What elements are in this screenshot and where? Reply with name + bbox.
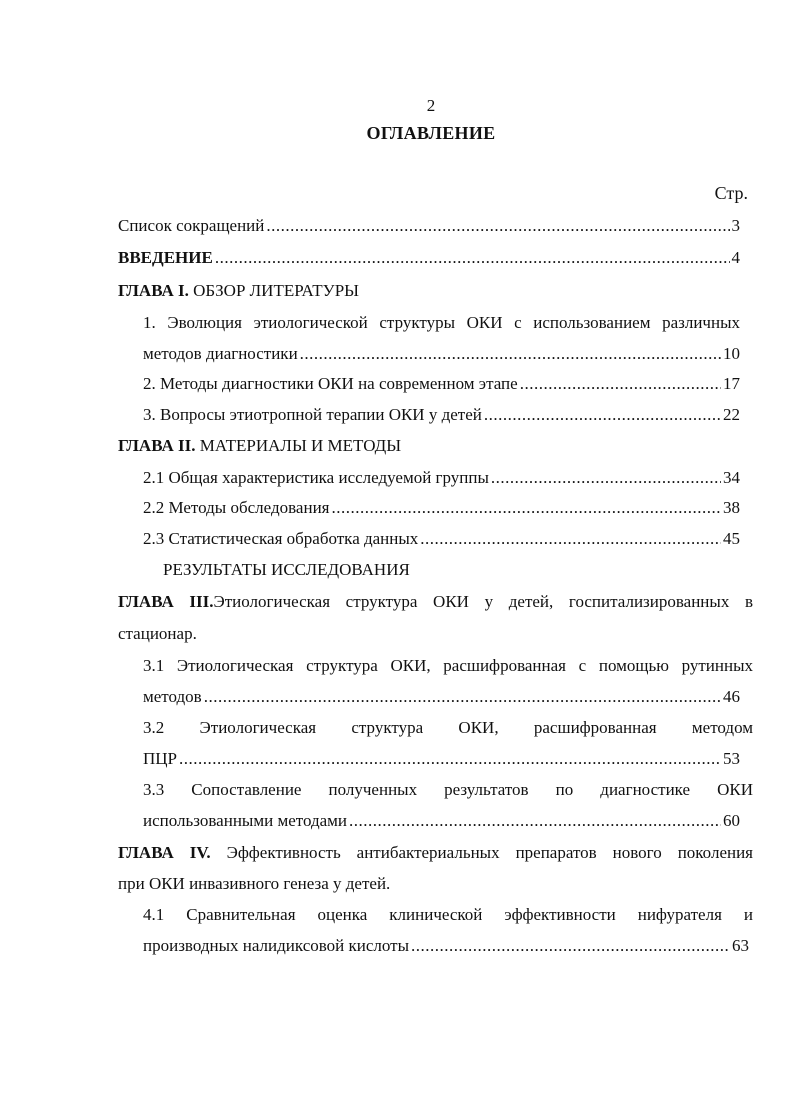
toc-entry-label: методов xyxy=(143,687,202,706)
toc-leader-dots xyxy=(420,526,721,552)
toc-entry-page: 63 xyxy=(732,936,749,955)
toc-entry-label: ПЦР xyxy=(143,749,178,768)
toc-leader-dots xyxy=(179,746,721,772)
toc-entry-3-3-line2 xyxy=(143,808,740,834)
toc-entry-label: использованными методами xyxy=(143,811,348,830)
toc-entry-label: 2. Методы диагностики ОКИ на современном этапе xyxy=(143,374,518,393)
toc-entry-page: 38 xyxy=(723,498,740,517)
chapter-number: ГЛАВА IV. xyxy=(118,843,211,862)
toc-entry-label: методов диагностики xyxy=(143,344,298,363)
toc-entry-3-2-line1: 3.2 Этиологическая структура ОКИ, расшифрованная методом xyxy=(143,718,753,737)
toc-entry-abbreviations xyxy=(118,213,740,239)
toc-entry-label: 2.1 Общая характеристика исследуемой группы xyxy=(143,468,489,487)
toc-entry-page: 22 xyxy=(723,405,740,424)
toc-entry-3-2-line2 xyxy=(143,746,740,772)
page-column-label: Стр. xyxy=(714,183,748,203)
toc-entry-3-3-line1: 3.3 Сопоставление полученных результатов по диагностике ОКИ xyxy=(143,780,753,799)
toc-chapter-2 xyxy=(118,433,401,459)
toc-entry-label: 2.3 Статистическая обработка данных xyxy=(143,529,419,548)
toc-entry-page: 3 xyxy=(731,216,740,235)
chapter-title: Эффективность антибактериальных препаратов нового поколения xyxy=(226,843,753,862)
toc-leader-dots xyxy=(204,684,721,710)
toc-entry-page: 46 xyxy=(723,687,740,706)
toc-leader-dots xyxy=(215,245,730,271)
toc-entry-page: 10 xyxy=(723,344,740,363)
toc-entry-1-1-line1: 1. Эволюция этиологической структуры ОКИ с использованием различных xyxy=(143,313,740,332)
toc-leader-dots xyxy=(411,933,730,959)
page-number: 2 xyxy=(426,96,436,115)
toc-entry-1-3 xyxy=(143,402,740,428)
toc-leader-dots xyxy=(484,402,721,428)
chapter-number: ГЛАВА II. xyxy=(118,436,196,455)
toc-chapter-3-line1 xyxy=(118,589,753,615)
toc-entry-2-2 xyxy=(143,495,740,521)
toc-entry-page: 45 xyxy=(723,529,740,548)
toc-entry-1-2 xyxy=(143,371,740,397)
toc-entry-introduction xyxy=(118,245,740,271)
chapter-title: МАТЕРИАЛЫ И МЕТОДЫ xyxy=(199,436,402,455)
toc-chapter-3-line2: стационар. xyxy=(118,624,197,643)
toc-entry-label: 2.2 Методы обследования xyxy=(143,498,330,517)
toc-entry-label: производных налидиксовой кислоты xyxy=(143,936,410,955)
toc-entry-label: 3. Вопросы этиотропной терапии ОКИ у детей xyxy=(143,405,482,424)
toc-entry-3-1-line2 xyxy=(143,684,740,710)
toc-entry-3-1-line1: 3.1 Этиологическая структура ОКИ, расшифрованная с помощью рутинных xyxy=(143,656,753,675)
toc-entry-4-1-line2 xyxy=(143,933,749,959)
toc-entry-1-1-line2 xyxy=(143,341,740,367)
toc-entry-page: 53 xyxy=(723,749,740,768)
toc-entry-page: 60 xyxy=(723,811,740,830)
toc-entry-4-1-line1: 4.1 Сравнительная оценка клинической эффективности нифурателя и xyxy=(143,905,753,924)
toc-leader-dots xyxy=(332,495,722,521)
toc-chapter-1 xyxy=(118,278,359,304)
chapter-number: ГЛАВА I. xyxy=(118,281,189,300)
chapter-title: ОБЗОР ЛИТЕРАТУРЫ xyxy=(193,281,359,300)
toc-section-results: РЕЗУЛЬТАТЫ ИССЛЕДОВАНИЯ xyxy=(163,560,410,579)
toc-entry-label: Список сокращений xyxy=(118,216,265,235)
toc-title: ОГЛАВЛЕНИЕ xyxy=(366,123,496,143)
toc-chapter-4-line2: при ОКИ инвазивного генеза у детей. xyxy=(118,874,391,893)
toc-leader-dots xyxy=(349,808,721,834)
toc-entry-label: ВВЕДЕНИЕ xyxy=(118,248,213,267)
toc-leader-dots xyxy=(491,465,721,491)
toc-leader-dots xyxy=(300,341,721,367)
chapter-title: Этиологическая структура ОКИ у детей, госпитализированных в xyxy=(213,592,753,611)
toc-entry-page: 17 xyxy=(723,374,740,393)
toc-entry-page: 4 xyxy=(731,248,740,267)
toc-chapter-4-line1 xyxy=(118,840,753,866)
toc-entry-2-1 xyxy=(143,465,740,491)
chapter-number: ГЛАВА III. xyxy=(118,592,214,611)
toc-entry-2-3 xyxy=(143,526,740,552)
toc-leader-dots xyxy=(266,213,729,239)
toc-entry-page: 34 xyxy=(723,468,740,487)
toc-leader-dots xyxy=(520,371,721,397)
